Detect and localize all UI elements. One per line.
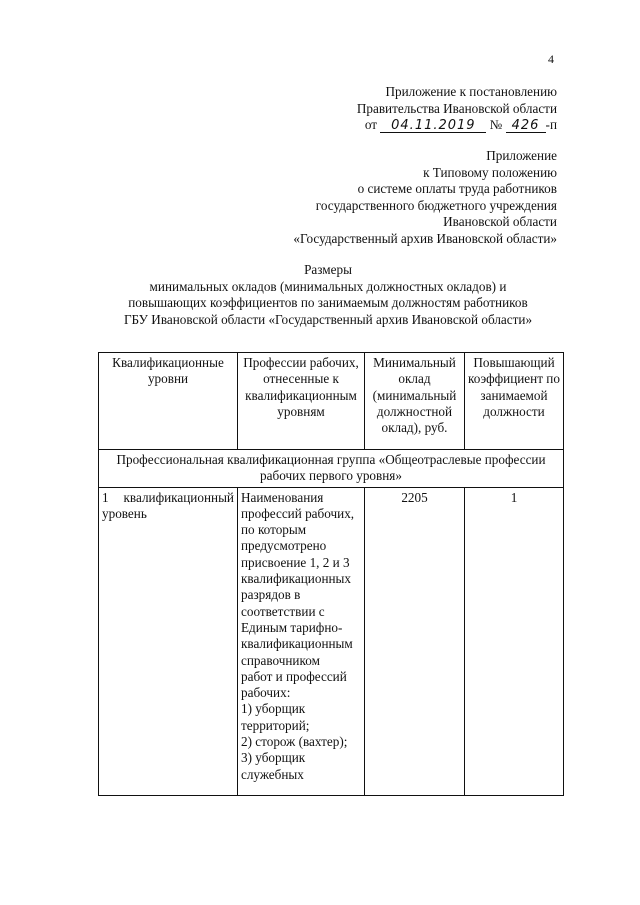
from-label: от [364,117,378,132]
table-header-row [99,353,564,450]
professions-cell [238,487,365,795]
annex-regulation-line: к Типовому положению [423,164,557,180]
annex-header [357,84,557,134]
order-reference-line [357,117,557,134]
profession-line: служебных [241,766,304,782]
level-cell: 1 квалификационный уровень [99,487,238,795]
annex-regulation-line: государственного бюджетного учреждения [315,197,557,213]
title-line: Размеры [304,262,352,277]
profession-line: профессий рабочих, [241,505,355,521]
header-professions: Профессии рабочих, отнесенные к квалификационным уровням [238,353,365,450]
profession-line: по которым [241,522,307,538]
annex-regulation-line: Ивановской области [443,214,557,229]
number-suffix: -п [545,117,557,132]
header-coefficient: Повышающий коэффициент по занимаемой должности [465,353,564,450]
handwritten-date: 04.11.2019 [380,119,486,133]
annex-regulation-line: о системе оплаты труда работников [357,181,557,196]
document-title [98,262,558,328]
profession-line: 1) уборщик [241,701,306,717]
profession-line: Наименования [241,489,324,505]
coefficient-cell: 1 [465,487,564,795]
number-label: № [489,117,503,132]
title-line: минимальных окладов (минимальных должностных окладов) и [149,278,507,294]
profession-line: разрядов в [241,587,301,603]
group-title-row [99,450,564,488]
annex-regulation-line: «Государственный архив Ивановской области» [293,230,557,246]
handwritten-number: 426 [506,119,546,133]
annex-regulation-header [293,148,557,247]
title-line: повышающих коэффициентов по занимаемым должностям работников [128,295,528,310]
profession-line: Единым тарифно- [241,619,343,635]
profession-line: работ и профессий [241,668,347,684]
group-title: Профессиональная квалификационная группа «Общеотраслевые профессии рабочих первого уровня» [99,450,564,488]
profession-line: справочником [241,652,320,668]
profession-line: квалификационных [241,571,352,587]
annex-header-line: Приложение к постановлению [385,84,557,99]
profession-line: квалификационным [241,636,353,652]
profession-line: предусмотрено [241,538,327,554]
annex-regulation-line: Приложение [486,148,557,163]
min-salary-cell: 2205 [365,487,465,795]
profession-line: территорий; [241,717,310,733]
salary-table [98,352,564,796]
profession-line: 3) уборщик [241,750,306,766]
profession-line: присвоение 1, 2 и 3 [241,554,350,570]
profession-line: рабочих: [241,685,291,701]
page-number: 4 [548,52,554,66]
annex-header-line: Правительства Ивановской области [356,100,557,116]
profession-line: соответствии с [241,603,325,619]
title-line: ГБУ Ивановской области «Государственный архив Ивановской области» [123,311,533,327]
header-min-salary: Минимальный оклад (минимальный должностной оклад), руб. [365,353,465,450]
table-row [99,487,564,795]
header-qualification-levels: Квалификационные уровни [99,353,238,450]
profession-line: 2) сторож (вахтер); [241,734,348,750]
